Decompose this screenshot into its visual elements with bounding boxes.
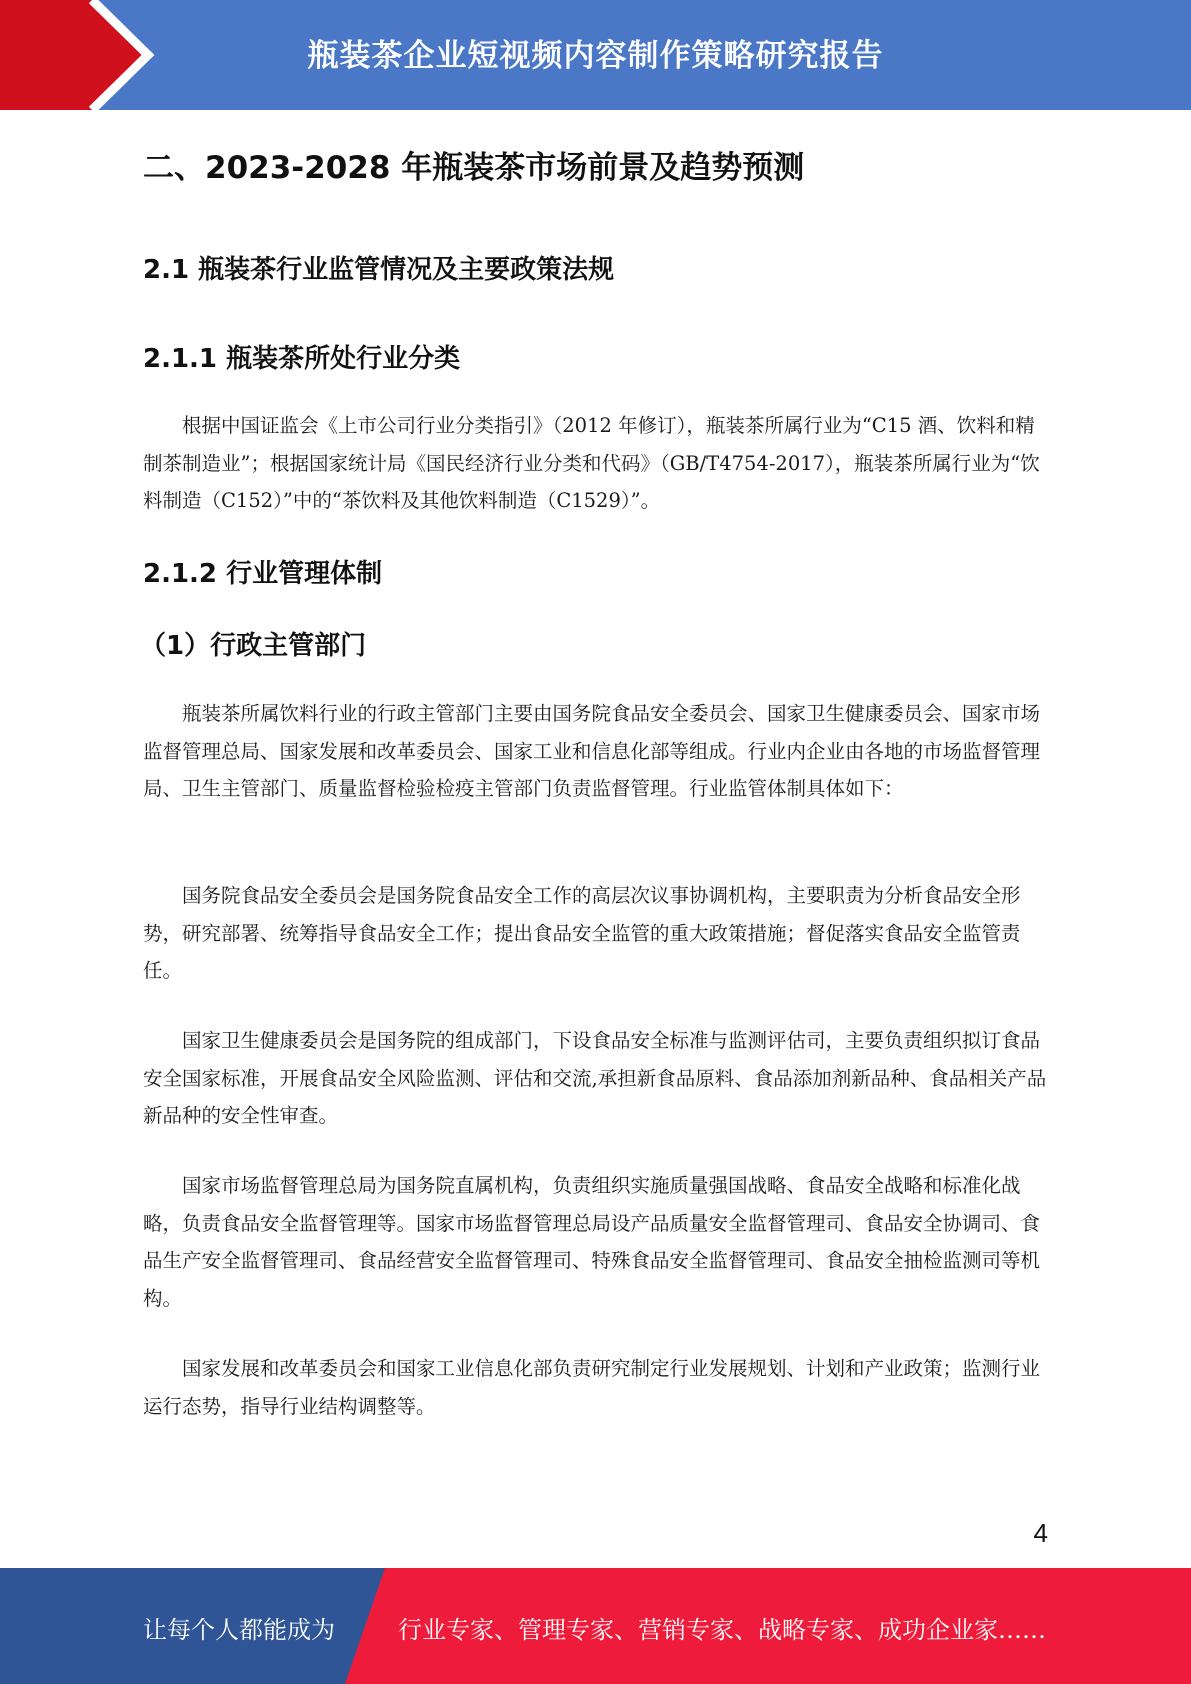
- paragraph-authorities-overview: 瓶装茶所属饮料行业的行政主管部门主要由国务院食品安全委员会、国家卫生健康委员会、国家市场监督管理总局、国家发展和改革委员会、国家工业和信息化部等组成。行业内企业由各地的市场监督管理局、卫生主管部门、质量监督检验检疫主管部门负责监督管理。行业监管体制具体如下：: [143, 702, 1041, 800]
- page-number: 4: [1033, 1518, 1048, 1548]
- subsection-2-1-2-heading: 2.1.2 行业管理体制: [143, 559, 383, 589]
- footer-slogan-right: 行业专家、管理专家、营销专家、战略专家、成功企业家……: [398, 1616, 1046, 1644]
- section-title: 二、2023-2028 年瓶装茶市场前景及趋势预测: [143, 150, 805, 186]
- paragraph-industry-classification: 根据中国证监会《上市公司行业分类指引》（2012 年修订），瓶装茶所属行业为“C15 酒、饮料和精制茶制造业”；根据国家统计局《国民经济行业分类和代码》（GB/T4754-2017），瓶装茶所属行业为“饮料制造（C152）”中的“茶饮料及其他饮料制造（C1529）”。: [143, 414, 1040, 512]
- paragraph-health-commission: 国家卫生健康委员会是国务院的组成部门，下设食品安全标准与监测评估司，主要负责组织拟订食品安全国家标准，开展食品安全风险监测、评估和交流,承担新食品原料、食品添加剂新品种、食品相关产品新品种的安全性审查。: [143, 1029, 1047, 1127]
- paragraph-food-safety-committee: 国务院食品安全委员会是国务院食品安全工作的高层次议事协调机构，主要职责为分析食品安全形势，研究部署、统筹指导食品安全工作；提出食品安全监管的重大政策措施；督促落实食品安全监管责任。: [143, 884, 1021, 982]
- subsection-2-1-heading: 2.1 瓶装茶行业监管情况及主要政策法规: [143, 255, 615, 285]
- report-title: 瓶装茶企业短视频内容制作策略研究报告: [307, 38, 884, 74]
- page-footer: [0, 1568, 1191, 1684]
- subsection-2-1-1-heading: 2.1.1 瓶装茶所处行业分类: [143, 344, 461, 374]
- subsection-1-heading: （1）行政主管部门: [140, 631, 367, 661]
- page-header: [0, 0, 1191, 110]
- paragraph-development-reform: 国家发展和改革委员会和国家工业信息化部负责研究制定行业发展规划、计划和产业政策；监测行业运行态势，指导行业结构调整等。: [143, 1357, 1041, 1418]
- paragraph-market-regulation: 国家市场监督管理总局为国务院直属机构，负责组织实施质量强国战略、食品安全战略和标准化战略，负责食品安全监督管理等。国家市场监督管理总局设产品质量安全监督管理司、食品安全协调司、食品生产安全监督管理司、食品经营安全监督管理司、特殊食品安全监督管理司、食品安全抽检监测司等机构。: [143, 1174, 1041, 1310]
- footer-slogan-left: 让每个人都能成为: [143, 1616, 335, 1644]
